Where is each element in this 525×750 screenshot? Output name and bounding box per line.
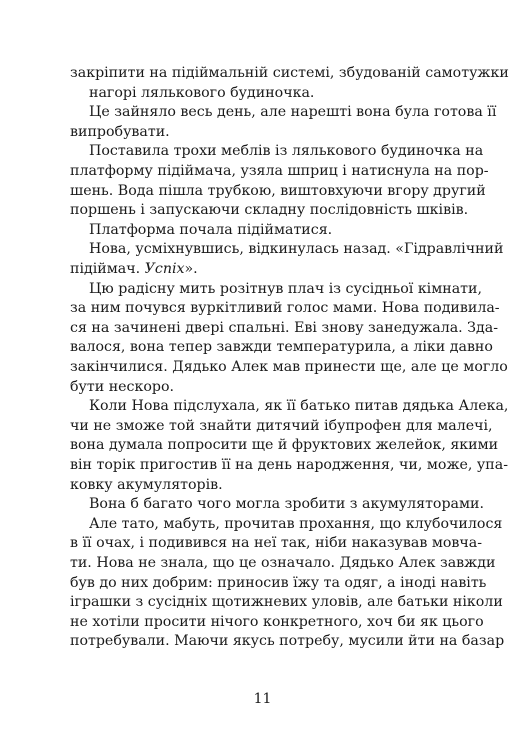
page-number: 11 xyxy=(253,691,272,707)
text-line: платформу підіймача, узяла шприц і натиснула на пор- xyxy=(70,163,489,179)
text-line: вона думала попросити ще й фруктових желейок, якими xyxy=(70,437,499,454)
text-line: чи не зможе той знайти дитячий ібупрофен для малечі, xyxy=(70,417,493,434)
text-line: закріпити на підіймальній системі, збудованій самотужки xyxy=(70,65,509,81)
text-line: потребували. Маючи якусь потребу, мусили йти на базар xyxy=(70,633,505,650)
text-segment: підіймач. xyxy=(70,261,141,277)
text-line: Але тато, мабуть, прочитав прохання, що клубочилося xyxy=(89,515,503,532)
text-line: Це зайняло весь день, але нарешті вона була готова її xyxy=(89,104,497,121)
text-line: він торік пригостив її на день народження, чи, може, упа- xyxy=(70,457,508,473)
italic-text: Успіх xyxy=(144,261,185,277)
text-line: Коли Нова підслухала, як її батько питав дядька Алека, xyxy=(89,398,509,415)
text-line: Платформа почала підійматися. xyxy=(89,221,333,238)
text-segment: ». xyxy=(184,261,198,277)
text-line: Цю радісну мить розітнув плач із сусідньої кімнати, xyxy=(89,280,482,297)
text-line: нагорі лялькового будиночка. xyxy=(89,84,315,101)
text-line: Вона б багато чого могла зробити з акумуляторами. xyxy=(89,496,485,513)
text-line: в її очах, і подивився на неї так, ніби наказував мовча- xyxy=(70,535,483,552)
text-line: поршень і запускаючи складну послідовність шківів. xyxy=(70,202,469,219)
text-line: за ним почувся вуркітливий голос мами. Нова подивила- xyxy=(70,300,500,317)
text-line: був до них добрим: приносив їжу та одяг, а іноді навіть xyxy=(70,574,487,591)
text-line: ся на зачинені двері спальні. Еві знову занедужала. Зда- xyxy=(70,319,499,336)
text-line: випробувати. xyxy=(70,123,170,140)
text-line: Поставила трохи меблів із лялькового будиночка на xyxy=(89,143,484,160)
text-line: шень. Вода пішла трубкою, виштовхуючи вгору другий xyxy=(70,182,486,199)
text-line: бути нескоро. xyxy=(70,378,175,395)
text-line: не хотіли просити нічого конкретного, хоч би як цього xyxy=(70,613,484,630)
text-line: ковку акумуляторів. xyxy=(70,476,223,493)
text-line: валося, вона тепер завжди температурила, а ліки давно xyxy=(70,339,493,356)
text-line: ти. Нова не знала, що це означало. Дядько Алек завжди xyxy=(70,555,496,571)
text-line xyxy=(70,260,453,279)
text-line: закінчилися. Дядько Алек мав принести ще, але це могло xyxy=(70,359,508,375)
text-line: іграшки з сусідніх щотижневих уловів, але батьки ніколи xyxy=(70,594,503,611)
text-line: Нова, усміхнувшись, відкинулась назад. «Гідравлічний xyxy=(89,241,504,258)
